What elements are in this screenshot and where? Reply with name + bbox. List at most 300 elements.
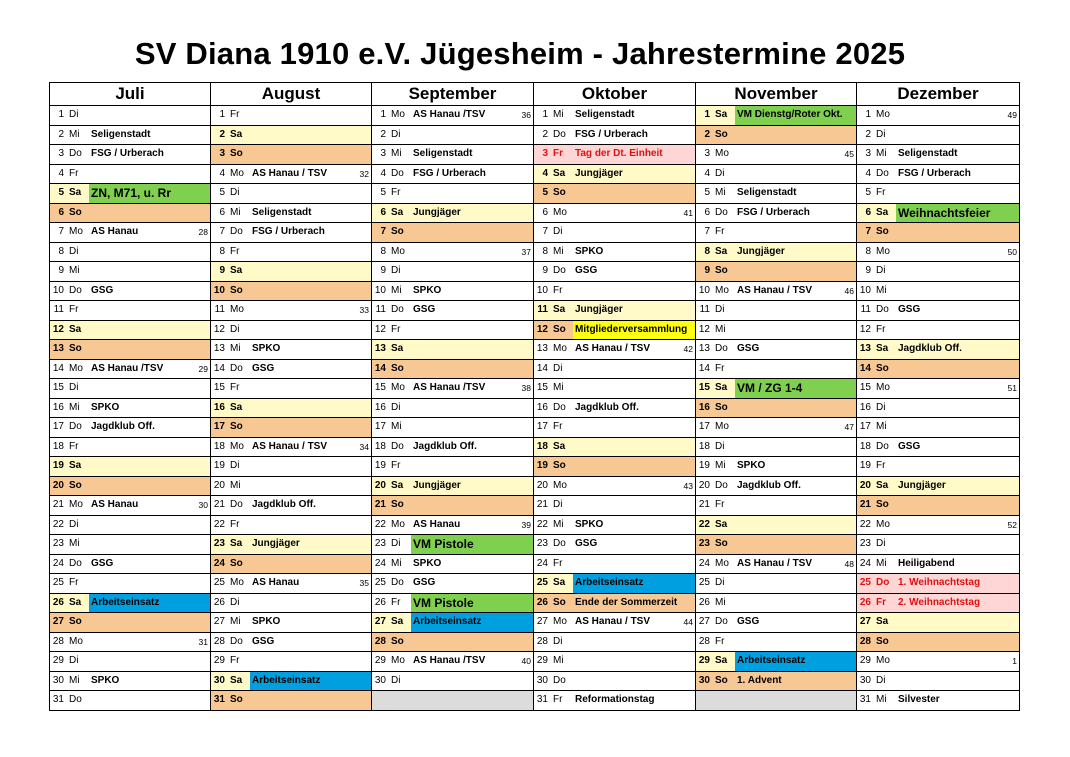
table-row xyxy=(50,223,1020,243)
day-cell-content xyxy=(50,340,210,359)
weekday-label: Sa xyxy=(876,616,889,628)
day-cell xyxy=(534,242,696,262)
day-cell-content xyxy=(50,555,210,574)
day-cell-content xyxy=(50,126,210,145)
day-cell-content xyxy=(50,282,210,301)
day-cell xyxy=(534,301,696,321)
day-number: 4 xyxy=(219,167,225,179)
day-number: 20 xyxy=(213,479,225,491)
day-cell-content xyxy=(50,145,210,164)
table-row xyxy=(50,398,1020,418)
weekday-label: Do xyxy=(715,616,728,628)
month-header-november: November xyxy=(696,83,857,106)
week-number: 41 xyxy=(683,207,693,218)
day-cell xyxy=(534,203,696,223)
day-cell-content xyxy=(534,691,695,710)
day-number: 11 xyxy=(53,304,64,316)
day-number: 10 xyxy=(374,284,386,296)
day-cell-content xyxy=(534,438,695,457)
day-cell xyxy=(372,359,534,379)
day-cell-content xyxy=(372,457,533,476)
day-cell xyxy=(534,145,696,165)
day-cell-content xyxy=(211,321,371,340)
day-cell-content xyxy=(534,126,695,145)
day-cell-content xyxy=(857,223,1019,242)
day-number: 20 xyxy=(536,479,548,491)
weekday-label: Do xyxy=(876,440,889,452)
day-number: 23 xyxy=(536,538,548,550)
day-number: 27 xyxy=(536,616,548,628)
day-number: 14 xyxy=(374,362,386,374)
event-label: GSG xyxy=(898,304,921,316)
day-cell xyxy=(857,691,1020,711)
day-cell xyxy=(211,340,372,360)
day-cell-content xyxy=(211,691,371,710)
day-cell-content xyxy=(211,399,371,418)
event-label: Jagdklub Off. xyxy=(575,401,639,413)
day-cell xyxy=(696,184,857,204)
weekday-label: Mi xyxy=(715,187,726,199)
weekday-label: Sa xyxy=(230,128,243,140)
day-cell-content xyxy=(211,262,371,281)
weekday-label: Mo xyxy=(553,206,567,218)
weekday-label: So xyxy=(876,635,889,647)
event-label: SPKO xyxy=(252,343,281,355)
day-number: 29 xyxy=(374,655,386,667)
day-number: 17 xyxy=(213,421,225,433)
event-label: AS Hanau /TSV xyxy=(413,655,486,667)
day-cell-content xyxy=(372,340,533,359)
day-number: 1 xyxy=(704,109,710,121)
event-label: Jungjäger xyxy=(413,479,461,491)
day-cell-content xyxy=(534,379,695,398)
day-number: 23 xyxy=(698,538,710,550)
day-number: 11 xyxy=(214,304,225,316)
day-cell xyxy=(534,515,696,535)
table-row xyxy=(50,418,1020,438)
weekday-label: Fr xyxy=(553,421,563,433)
day-cell xyxy=(372,554,534,574)
event-label: Reformationstag xyxy=(575,694,655,706)
day-cell xyxy=(372,671,534,691)
event-label: SPKO xyxy=(575,245,604,257)
day-cell xyxy=(696,613,857,633)
weekday-label: Di xyxy=(715,304,725,316)
day-cell-content xyxy=(696,184,856,203)
day-cell xyxy=(211,652,372,672)
day-cell-content xyxy=(696,243,856,262)
day-number: 21 xyxy=(859,499,871,511)
day-cell-content xyxy=(696,672,856,691)
day-cell xyxy=(211,554,372,574)
day-number: 26 xyxy=(374,596,386,608)
weekday-label: Mo xyxy=(391,655,405,667)
table-row xyxy=(50,203,1020,223)
month-header-juli: Juli xyxy=(50,83,211,106)
day-cell xyxy=(534,671,696,691)
weekday-label: Fr xyxy=(715,499,725,511)
day-cell-content xyxy=(696,574,856,593)
day-cell-content xyxy=(534,555,695,574)
event-label: Mitgliederversammlung xyxy=(573,321,695,340)
day-cell-content xyxy=(534,652,695,671)
day-cell xyxy=(696,554,857,574)
event-label: AS Hanau /TSV xyxy=(413,109,486,121)
day-cell-content xyxy=(696,321,856,340)
table-row xyxy=(50,652,1020,672)
day-cell-content xyxy=(50,204,210,223)
day-number: 11 xyxy=(375,304,386,316)
day-number: 2 xyxy=(58,128,64,140)
day-number: 5 xyxy=(704,187,710,199)
event-label: VM / ZG 1-4 xyxy=(735,379,856,398)
weekday-label: Sa xyxy=(715,655,728,667)
event-label: FSG / Urberach xyxy=(252,226,325,238)
day-cell xyxy=(857,593,1020,613)
weekday-label: Mi xyxy=(553,245,564,257)
day-cell xyxy=(696,223,857,243)
week-number: 43 xyxy=(683,480,693,491)
week-number: 45 xyxy=(844,149,854,159)
weekday-label: Sa xyxy=(715,382,728,394)
day-cell xyxy=(211,593,372,613)
weekday-label: Sa xyxy=(391,343,404,355)
day-cell-content xyxy=(211,555,371,574)
day-number: 13 xyxy=(859,343,871,355)
day-cell-content xyxy=(534,594,695,613)
event-label: FSG / Urberach xyxy=(413,167,486,179)
day-cell-content xyxy=(211,457,371,476)
day-cell-content xyxy=(50,399,210,418)
day-cell xyxy=(50,691,211,711)
event-label: GSG xyxy=(91,557,114,569)
event-label: FSG / Urberach xyxy=(91,148,164,160)
day-cell-content xyxy=(857,652,1019,671)
day-cell xyxy=(211,691,372,711)
day-cell-content xyxy=(50,691,210,710)
day-number: 2 xyxy=(542,128,548,140)
weekday-label: Fr xyxy=(553,284,563,296)
day-cell xyxy=(372,418,534,438)
day-cell xyxy=(372,437,534,457)
event-label: Jungjäger xyxy=(575,304,623,316)
day-cell-content xyxy=(372,652,533,671)
weekday-label: Mo xyxy=(230,577,244,589)
weekday-label: Di xyxy=(715,167,725,179)
day-cell xyxy=(534,418,696,438)
week-number: 52 xyxy=(1007,519,1017,530)
day-number: 6 xyxy=(865,206,871,218)
day-number: 22 xyxy=(536,518,548,530)
day-cell xyxy=(211,398,372,418)
day-number: 10 xyxy=(52,284,64,296)
day-cell xyxy=(211,320,372,340)
day-cell-content xyxy=(696,535,856,554)
day-number: 18 xyxy=(859,440,871,452)
weekday-label: Do xyxy=(230,635,243,647)
day-cell-content xyxy=(211,301,371,320)
day-number: 5 xyxy=(219,187,225,199)
day-cell xyxy=(534,320,696,340)
day-cell xyxy=(50,340,211,360)
weekday-label: So xyxy=(876,362,889,374)
day-cell-content xyxy=(50,574,210,593)
weekday-label: Fr xyxy=(230,655,240,667)
month-header-row xyxy=(50,83,1020,106)
day-cell-content xyxy=(857,594,1019,613)
day-cell-content xyxy=(211,496,371,515)
day-cell xyxy=(211,145,372,165)
day-cell-content xyxy=(534,243,695,262)
day-number: 14 xyxy=(859,362,871,374)
day-number: 3 xyxy=(704,148,710,160)
day-cell xyxy=(211,476,372,496)
day-cell-content xyxy=(857,477,1019,496)
day-number: 7 xyxy=(542,226,548,238)
day-cell xyxy=(534,476,696,496)
day-number: 11 xyxy=(860,304,871,316)
day-number: 20 xyxy=(698,479,710,491)
day-number: 29 xyxy=(213,655,225,667)
day-number: 30 xyxy=(536,674,548,686)
day-cell-content xyxy=(857,301,1019,320)
weekday-label: Fr xyxy=(553,694,563,706)
day-cell xyxy=(857,379,1020,399)
day-cell-content xyxy=(50,652,210,671)
day-cell xyxy=(372,476,534,496)
event-label: GSG xyxy=(575,265,598,277)
event-label: Seligenstadt xyxy=(898,148,958,160)
day-cell-content xyxy=(211,438,371,457)
day-number: 31 xyxy=(536,694,548,706)
weekday-label: So xyxy=(715,265,728,277)
weekday-label: Sa xyxy=(876,479,889,491)
day-cell xyxy=(534,281,696,301)
event-label: Jungjäger xyxy=(252,538,300,550)
day-number: 18 xyxy=(536,440,548,452)
event-label: VM Pistole xyxy=(411,594,533,613)
event-label: FSG / Urberach xyxy=(898,167,971,179)
day-number: 25 xyxy=(213,577,225,589)
event-label: GSG xyxy=(575,538,598,550)
day-cell-content xyxy=(211,535,371,554)
day-cell-content xyxy=(211,145,371,164)
week-number: 1 xyxy=(1012,656,1017,666)
event-label: FSG / Urberach xyxy=(737,206,810,218)
table-row xyxy=(50,613,1020,633)
day-number: 23 xyxy=(859,538,871,550)
weekday-label: Mi xyxy=(69,538,80,550)
day-cell-content xyxy=(211,106,371,125)
weekday-label: Di xyxy=(69,655,79,667)
day-cell xyxy=(211,125,372,145)
day-number: 16 xyxy=(374,401,386,413)
day-cell-content xyxy=(696,106,856,125)
day-cell xyxy=(50,359,211,379)
day-number: 21 xyxy=(536,499,548,511)
day-number: 5 xyxy=(865,187,871,199)
weekday-label: Fr xyxy=(715,226,725,238)
day-number: 11 xyxy=(699,304,710,316)
month-header-dezember: Dezember xyxy=(857,83,1020,106)
weekday-label: Do xyxy=(391,304,404,316)
day-cell-content xyxy=(696,262,856,281)
day-number: 26 xyxy=(52,596,64,608)
event-label: GSG xyxy=(91,284,114,296)
day-number: 24 xyxy=(536,557,548,569)
table-row xyxy=(50,262,1020,282)
table-row xyxy=(50,242,1020,262)
weekday-label: Do xyxy=(230,499,243,511)
weekday-label: Do xyxy=(69,421,82,433)
weekday-label: Do xyxy=(876,167,889,179)
day-number: 3 xyxy=(380,148,386,160)
day-cell-content xyxy=(696,652,856,671)
day-cell-content xyxy=(696,633,856,652)
day-cell-content xyxy=(696,399,856,418)
weekday-label: So xyxy=(230,557,243,569)
day-number: 2 xyxy=(865,128,871,140)
day-cell-content xyxy=(372,535,533,554)
event-label: AS Hanau xyxy=(91,226,139,238)
day-number: 16 xyxy=(52,401,64,413)
table-row xyxy=(50,515,1020,535)
day-number: 9 xyxy=(219,265,225,277)
day-cell-content xyxy=(211,594,371,613)
day-cell-content xyxy=(211,613,371,632)
table-row xyxy=(50,574,1020,594)
day-cell-content xyxy=(534,457,695,476)
day-number: 3 xyxy=(58,148,64,160)
weekday-label: Fr xyxy=(876,323,886,335)
day-cell-content xyxy=(857,282,1019,301)
day-cell-content xyxy=(211,652,371,671)
day-number: 29 xyxy=(536,655,548,667)
day-cell xyxy=(211,223,372,243)
weekday-label: Di xyxy=(391,401,401,413)
day-cell-content xyxy=(857,496,1019,515)
day-cell-content xyxy=(857,438,1019,457)
day-number: 7 xyxy=(865,226,871,238)
day-number: 25 xyxy=(859,577,871,589)
day-number: 21 xyxy=(52,499,64,511)
day-cell xyxy=(534,691,696,711)
day-cell-content xyxy=(857,516,1019,535)
day-cell-content xyxy=(372,399,533,418)
day-cell-content xyxy=(372,574,533,593)
event-label: Seligenstadt xyxy=(737,187,797,199)
day-number: 12 xyxy=(536,323,548,335)
day-cell xyxy=(50,476,211,496)
day-cell-content xyxy=(534,204,695,223)
day-cell xyxy=(372,593,534,613)
week-number: 38 xyxy=(521,383,531,393)
day-cell xyxy=(211,671,372,691)
day-cell-content xyxy=(857,672,1019,691)
weekday-label: Sa xyxy=(876,343,889,355)
day-number: 29 xyxy=(859,655,871,667)
table-row xyxy=(50,496,1020,516)
weekday-label: Fr xyxy=(391,596,401,608)
event-label: Arbeitseinsatz xyxy=(735,652,856,671)
calendar-table xyxy=(49,82,1020,711)
day-cell xyxy=(696,301,857,321)
day-cell-content xyxy=(50,496,210,515)
day-number: 14 xyxy=(536,362,548,374)
event-label: Arbeitseinsatz xyxy=(573,574,695,593)
day-number: 8 xyxy=(58,245,64,257)
weekday-label: So xyxy=(553,596,566,608)
day-cell xyxy=(50,262,211,282)
day-cell xyxy=(696,515,857,535)
weekday-label: Fr xyxy=(69,167,79,179)
event-label: GSG xyxy=(252,362,275,374)
weekday-label: Di xyxy=(230,460,240,472)
weekday-label: Do xyxy=(876,577,890,589)
weekday-label: Mo xyxy=(715,284,729,296)
weekday-label: Di xyxy=(391,538,401,550)
week-number: 33 xyxy=(359,305,369,315)
day-cell xyxy=(696,496,857,516)
day-cell xyxy=(534,574,696,594)
table-row xyxy=(50,691,1020,711)
event-label: GSG xyxy=(737,616,760,628)
weekday-label: Sa xyxy=(69,187,82,199)
weekday-label: Di xyxy=(69,245,79,257)
day-cell-content xyxy=(857,184,1019,203)
day-cell-content xyxy=(534,574,695,593)
table-row xyxy=(50,184,1020,204)
day-number: 9 xyxy=(704,265,710,277)
day-cell-content xyxy=(534,418,695,437)
day-cell-content xyxy=(211,672,371,691)
day-cell xyxy=(534,457,696,477)
event-label: SPKO xyxy=(575,518,604,530)
day-number: 26 xyxy=(698,596,710,608)
weekday-label: So xyxy=(69,343,82,355)
weekday-label: So xyxy=(230,421,243,433)
day-cell xyxy=(211,379,372,399)
weekday-label: Mi xyxy=(715,323,726,335)
weekday-label: So xyxy=(553,323,566,335)
day-cell-content xyxy=(50,262,210,281)
day-cell xyxy=(696,574,857,594)
weekday-label: Di xyxy=(876,674,886,686)
day-cell xyxy=(50,320,211,340)
day-number: 15 xyxy=(859,382,871,394)
weekday-label: Do xyxy=(876,304,889,316)
week-number: 51 xyxy=(1007,383,1017,393)
day-number: 9 xyxy=(58,265,64,277)
event-label: SPKO xyxy=(737,460,766,472)
weekday-label: Di xyxy=(876,538,886,550)
weekday-label: Fr xyxy=(715,635,725,647)
weekday-label: Mo xyxy=(553,343,567,355)
weekday-label: Di xyxy=(69,109,79,121)
weekday-label: Mo xyxy=(553,479,567,491)
day-cell xyxy=(372,398,534,418)
day-cell xyxy=(857,320,1020,340)
day-cell-content xyxy=(50,321,210,340)
day-cell-content xyxy=(534,672,695,691)
weekday-label: So xyxy=(391,362,404,374)
day-number: 27 xyxy=(859,616,871,628)
day-cell xyxy=(696,359,857,379)
day-number: 8 xyxy=(704,245,710,257)
day-number: 9 xyxy=(542,265,548,277)
day-cell xyxy=(857,301,1020,321)
day-number: 17 xyxy=(52,421,64,433)
